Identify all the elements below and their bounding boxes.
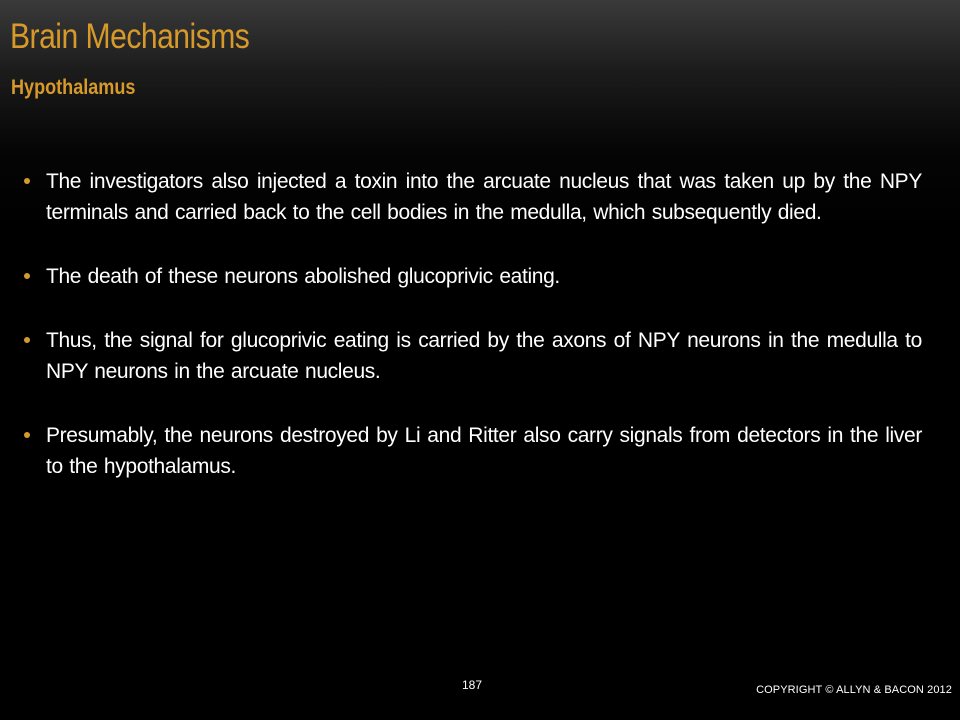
bullet-text: The death of these neurons abolished glucoprivic eating. [46, 265, 560, 288]
bullet-item [22, 420, 922, 482]
bullet-item [22, 166, 922, 228]
bullet-dot-icon [24, 273, 30, 279]
page-number: 187 [462, 678, 483, 692]
bullet-list [22, 166, 922, 515]
bullet-item [22, 261, 922, 292]
bullet-text: Presumably, the neurons destroyed by Li and Ritter also carry signals from detectors in the liver to the hypothalamus. [46, 424, 922, 478]
copyright-notice: COPYRIGHT © ALLYN & BACON 2012 [756, 684, 952, 696]
bullet-dot-icon [24, 432, 30, 438]
bullet-dot-icon [24, 178, 30, 184]
slide-subtitle: Hypothalamus [11, 76, 136, 99]
bullet-text: The investigators also injected a toxin into the arcuate nucleus that was taken up by the NPY terminals and carried back to the cell bodies in the medulla, which subsequently died. [46, 170, 922, 224]
bullet-dot-icon [24, 337, 30, 343]
bullet-text: Thus, the signal for glucoprivic eating is carried by the axons of NPY neurons in the medulla to NPY neurons in the arcuate nucleus. [46, 329, 922, 383]
bullet-item [22, 325, 922, 387]
slide-title: Brain Mechanisms [10, 17, 250, 56]
